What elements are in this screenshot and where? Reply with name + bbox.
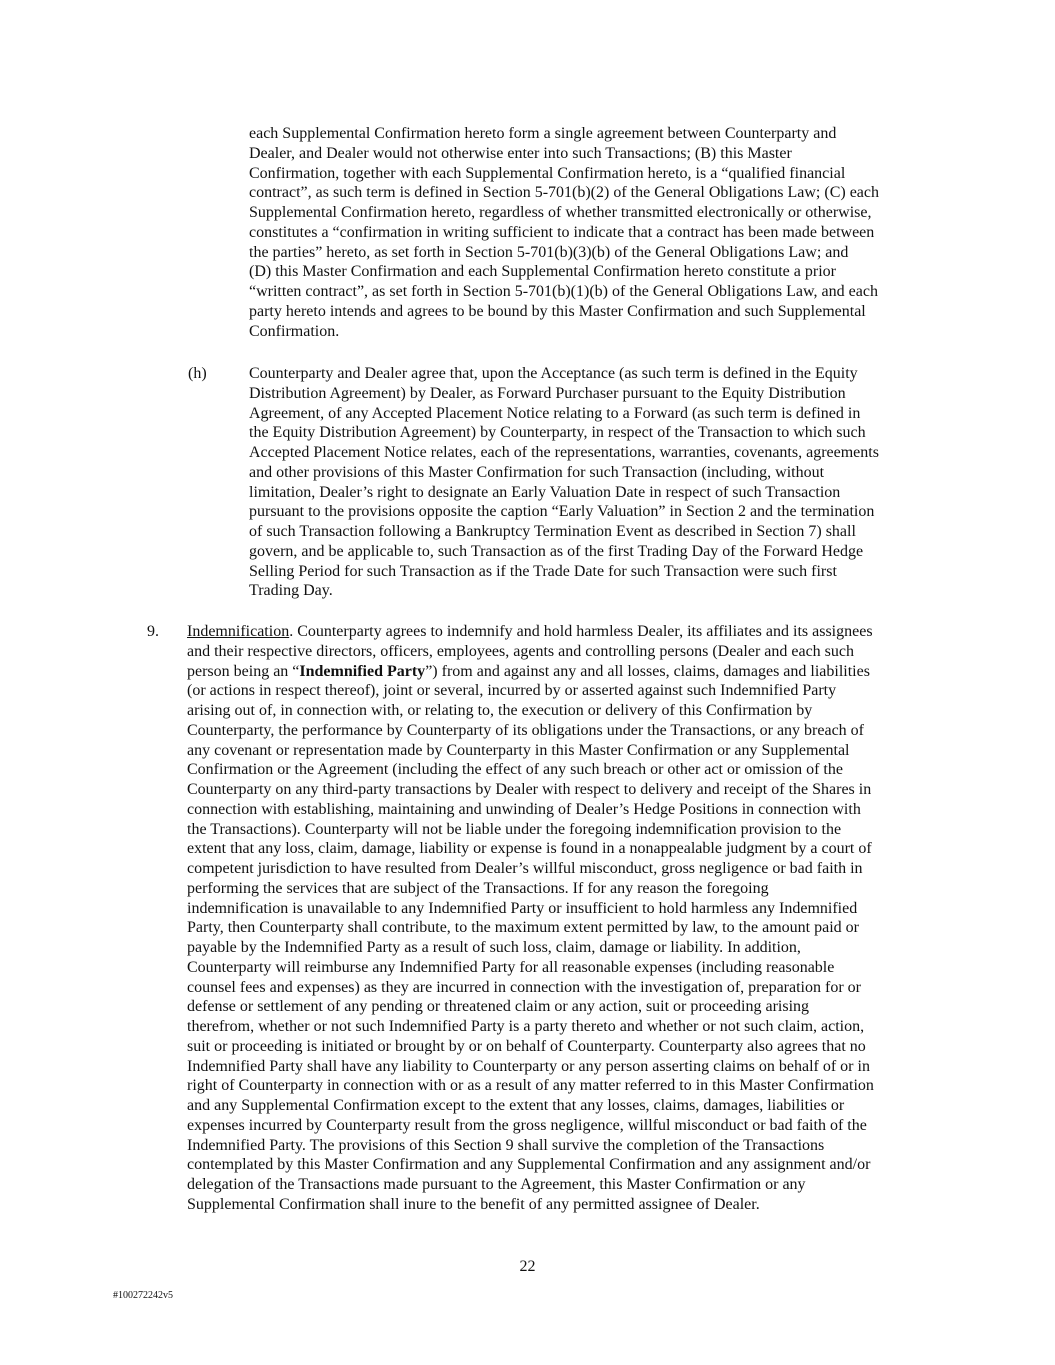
section-9-line: connection with establishing, maintaining and unwinding of Dealer’s Hedge Positions in connection with [187,800,861,818]
section-9-line: counsel fees and expenses) as they are incurred in connection with the investigation of, preparation for or [187,978,861,996]
section-9-line: right of Counterparty in connection with or as a result of any matter referred to in this Master Confirmation [187,1077,874,1095]
section-9-line: extent that any loss, claim, damage, liability or expense is found in a nonappealable judgment by a court of [187,840,872,858]
section-9-line: and their respective directors, officers, employees, agents and controlling persons (Dealer and each such [187,642,855,660]
section-9-line: Indemnified Party. The provisions of this Section 9 shall survive the completion of the Transactions [187,1136,825,1154]
paragraph-h-line: limitation, Dealer’s right to designate an Early Valuation Date in respect of such Transaction [249,483,841,501]
section-9-line: defense or settlement of any pending or threatened claim or any action, suit or proceeding arising [187,998,810,1016]
section-9 [187,622,874,1215]
section-9-number: 9. [147,623,159,640]
paragraph-h-line: Selling Period for such Transaction as if the Trade Date for such Transaction were such first [249,562,837,580]
section-9-line: Indemnified Party shall have any liability to Counterparty or any person asserting claims on behalf of or in [187,1057,870,1075]
page-number: 22 [519,1258,536,1275]
section-9-line: indemnification is unavailable to any Indemnified Party or insufficient to hold harmless any Indemnified [187,899,858,917]
section-9-heading: Indemnification [187,623,290,640]
paragraph-g-line: Confirmation, together with each Supplemental Confirmation hereto, is a “qualified financial [249,164,846,182]
paragraph-h-line: of such Transaction following a Bankruptcy Termination Event as described in Section 7) shall [249,523,856,540]
section-9-line: arising out of, in connection with, or relating to, the execution or delivery of this Confirmation by [187,702,813,719]
paragraph-g [249,124,879,341]
section-9-text: person being an “ [187,662,300,680]
section-9-line: Counterparty on any third-party transactions by Dealer with respect to delivery and receipt of the Shares in [187,781,872,798]
section-9-line [187,622,874,642]
paragraph-g-line: Dealer, and Dealer would not otherwise enter into such Transactions; (B) this Master [249,144,792,162]
section-9-line: Party, then Counterparty shall contribute, to the maximum extent permitted by law, to the amount paid or [187,919,859,937]
section-9-text: . Counterparty agrees to indemnify and hold harmless Dealer, its affiliates and its assignees [289,623,873,640]
section-9-line: performing the services that are subject of the Transactions. If for any reason the foregoing [187,879,769,897]
paragraph-h-line: govern, and be applicable to, such Transaction as of the first Trading Day of the Forward Hedge [249,542,864,560]
section-9-line: any covenant or representation made by Counterparty in this Master Confirmation or any Supplemental [187,741,850,759]
section-9-line: the Transactions). Counterparty will not be liable under the foregoing indemnification provision to the [187,820,842,838]
section-9-line: Supplemental Confirmation shall inure to the benefit of any permitted assignee of Dealer. [187,1195,760,1213]
paragraph-h-line: Agreement, of any Accepted Placement Notice relating to a Forward (as such term is defined in [249,404,861,422]
paragraph-h-label: (h) [188,365,207,382]
section-9-line: Counterparty, the performance by Counterparty of its obligations under the Transactions, or any breach of [187,721,865,739]
paragraph-g-line: (D) this Master Confirmation and each Supplemental Confirmation hereto constitute a prior [249,263,836,281]
paragraph-g-line: Supplemental Confirmation hereto, regardless of whether transmitted electronically or otherwise, [249,204,872,221]
paragraph-g-line: party hereto intends and agrees to be bound by this Master Confirmation and such Supplemental [249,302,866,320]
paragraph-g-line: Confirmation. [249,322,340,340]
section-9-line: competent jurisdiction to have resulted from Dealer’s willful misconduct, gross negligence or bad faith in [187,860,863,877]
section-9-line: Counterparty will reimburse any Indemnified Party for all reasonable expenses (including reasonable [187,958,835,976]
defined-term: Indemnified Party [299,662,426,680]
paragraph-g-line: “written contract”, as set forth in Section 5-701(b)(1)(b) of the General Obligations Law, and each [249,283,878,300]
section-9-text: ”) from and against any and all losses, claims, damages and liabilities [425,662,870,680]
section-9-line: contemplated by this Master Confirmation and any Supplemental Confirmation and any assignment and/or [187,1156,871,1174]
paragraph-h-line: Distribution Agreement) by Dealer, as Forward Purchaser pursuant to the Equity Distribution [249,384,846,402]
section-9-line: Confirmation or the Agreement (including the effect of any such breach or other act or omission of the [187,761,843,779]
section-9-line: and any Supplemental Confirmation except to the extent that any losses, claims, damages, liabilities or [187,1097,845,1114]
section-9-line [187,662,874,682]
section-9-line: (or actions in respect thereof), joint or several, incurred by or asserted against such Indemnified Party [187,682,837,700]
paragraph-h-line: and other provisions of this Master Confirmation for such Transaction (including, without [249,463,825,481]
paragraph-g-line: the parties” hereto, as set forth in Section 5-701(b)(3)(b) of the General Obligations Law; and [249,243,849,261]
section-9-line: delegation of the Transactions made pursuant to the Agreement, this Master Confirmation or any [187,1176,806,1193]
paragraph-h [249,364,879,601]
paragraph-g-line: each Supplemental Confirmation hereto form a single agreement between Counterparty and [249,125,837,142]
section-9-line: payable by the Indemnified Party as a result of such loss, claim, damage or liability. In addition, [187,939,801,956]
document-id: #100272242v5 [113,1290,173,1301]
section-9-line: suit or proceeding is initiated or brought by or on behalf of Counterparty. Counterparty also agrees that no [187,1037,866,1055]
paragraph-h-line: Counterparty and Dealer agree that, upon the Acceptance (as such term is defined in the Equity [249,365,858,382]
paragraph-g-line: constitutes a “confirmation in writing sufficient to indicate that a contract has been made between [249,223,875,241]
section-9-line: therefrom, whether or not such Indemnified Party is a party thereto and whether or not such claim, action, [187,1018,865,1035]
paragraph-h-line: the Equity Distribution Agreement) by Counterparty, in respect of the Transaction to which such [249,424,866,442]
paragraph-h-line: Trading Day. [249,582,333,600]
paragraph-h-line: Accepted Placement Notice relates, each of the representations, warranties, covenants, agreements [249,444,879,461]
section-9-line: expenses incurred by Counterparty result from the gross negligence, willful misconduct or bad faith of the [187,1116,867,1134]
paragraph-h-line: pursuant to the provisions opposite the caption “Early Valuation” in Section 2 and the termination [249,503,875,521]
paragraph-g-line: contract”, as such term is defined in Section 5-701(b)(2) of the General Obligations Law; (C) each [249,184,880,202]
